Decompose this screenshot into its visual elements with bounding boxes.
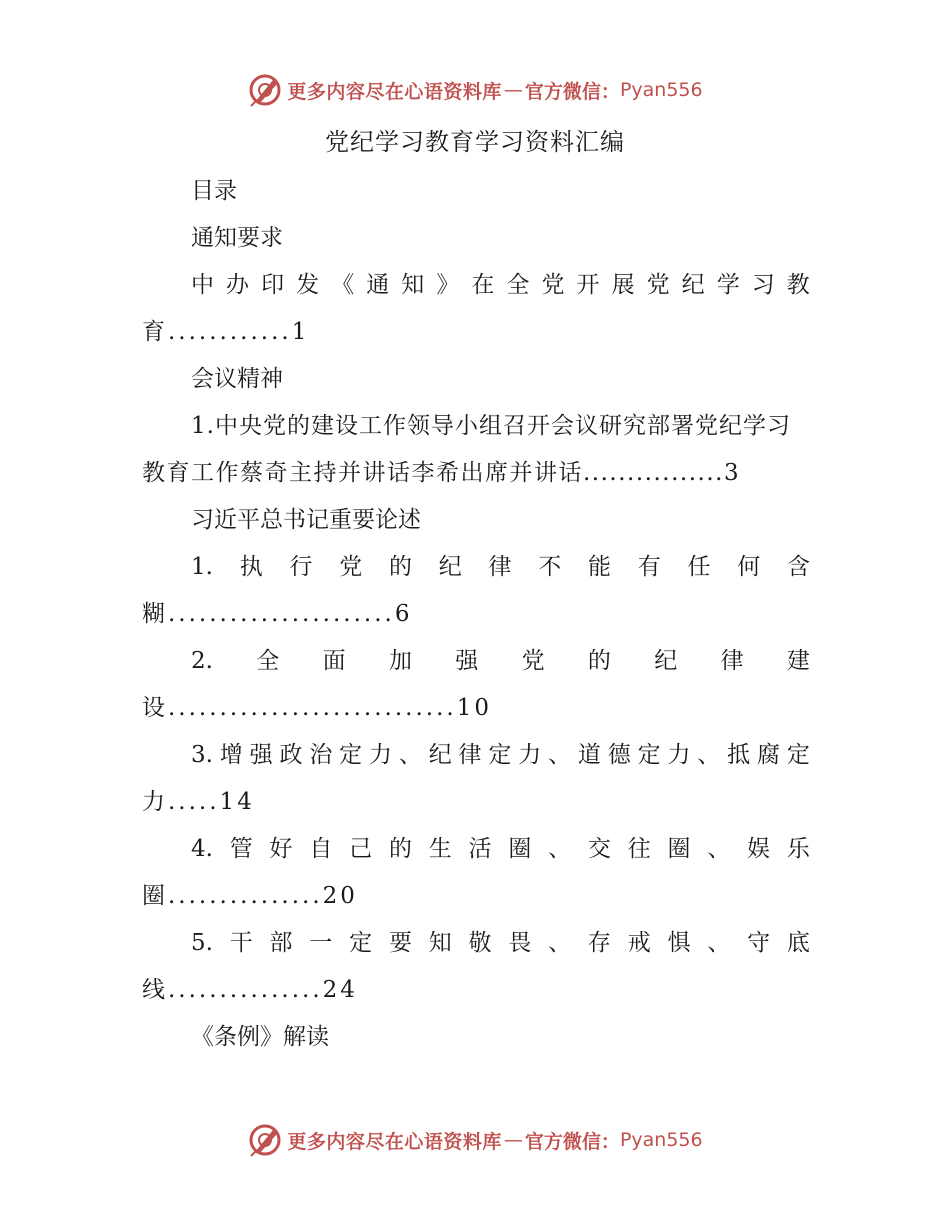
toc-char: 力 <box>369 742 393 768</box>
toc-char: 、 <box>707 930 731 956</box>
banner-separator: — <box>503 1129 523 1151</box>
toc-char: 何 <box>737 554 761 580</box>
toc-char: 强 <box>249 742 273 768</box>
toc-char: 好 <box>269 836 293 862</box>
toc-char: 中 <box>191 272 214 298</box>
toc-char: 敬 <box>468 930 492 956</box>
banner-separator: — <box>503 79 523 101</box>
toc-char: 管 <box>229 836 253 862</box>
toc-char: 活 <box>468 836 492 862</box>
toc-char: 一 <box>309 930 333 956</box>
toc-char: 定 <box>637 742 661 768</box>
toc-char: 开 <box>576 272 600 298</box>
toc-char: 2. <box>191 648 213 674</box>
toc-char: 纪 <box>428 742 452 768</box>
toc-char: 定 <box>488 742 512 768</box>
toc-char: 抵 <box>727 742 751 768</box>
toc-char: 展 <box>611 272 635 298</box>
toc-char: 圈 <box>508 836 532 862</box>
toc-char: 1. <box>191 554 213 580</box>
section-heading-notice: 通知要求 <box>191 225 283 251</box>
toc-char: 道 <box>577 742 601 768</box>
toc-char: 德 <box>607 742 631 768</box>
toc-char: 定 <box>786 742 810 768</box>
toc-char: 增 <box>219 742 243 768</box>
footer-banner <box>0 1120 950 1160</box>
toc-char: 自 <box>309 836 333 862</box>
toc-char: 律 <box>488 554 512 580</box>
toc-char: 党 <box>646 272 670 298</box>
toc-char: 任 <box>687 554 711 580</box>
banner-text: 更多内容尽在心语资料库 <box>287 80 502 103</box>
toc-char: 、 <box>707 836 731 862</box>
toc-char: 治 <box>309 742 333 768</box>
toc-entry-7-line2[interactable]: 线...............24 <box>142 977 358 1003</box>
toc-char: 定 <box>349 930 373 956</box>
toc-entry-4-line2[interactable]: 设............................10 <box>142 695 492 721</box>
toc-char: 党 <box>339 554 363 580</box>
toc-char: 圈 <box>667 836 691 862</box>
banner-wechat-id: Pyan556 <box>619 79 703 101</box>
toc-char: 交 <box>587 836 611 862</box>
toc-entry-3-line1[interactable] <box>142 544 810 591</box>
document-title: 党纪学习教育学习资料汇编 <box>325 128 625 156</box>
toc-char: 全 <box>256 648 280 674</box>
toc-entry-2-line2[interactable]: 教育工作蔡奇主持并讲话李希出席并讲话................3 <box>142 460 741 486</box>
banner-wechat-label: 官方微信： <box>524 80 620 103</box>
toc-char: 知 <box>401 272 425 298</box>
pen-logo-icon <box>247 72 283 108</box>
toc-char: 3. <box>191 742 213 768</box>
toc-char: 娱 <box>747 836 771 862</box>
header-banner <box>0 70 950 110</box>
toc-char: 加 <box>388 648 412 674</box>
toc-char: 底 <box>786 930 810 956</box>
banner-text: 更多内容尽在心语资料库 <box>287 1130 502 1153</box>
toc-char: 政 <box>279 742 303 768</box>
toc-char: 4. <box>191 836 213 862</box>
table-of-contents <box>142 168 810 1061</box>
toc-char: 纪 <box>681 272 705 298</box>
toc-char: 力 <box>667 742 691 768</box>
toc-char: 畏 <box>508 930 532 956</box>
toc-char: 律 <box>458 742 482 768</box>
toc-char: 5. <box>191 930 213 956</box>
toc-char: 执 <box>239 554 263 580</box>
toc-char: 、 <box>398 742 422 768</box>
toc-char: 的 <box>388 554 412 580</box>
toc-char: 干 <box>229 930 253 956</box>
toc-entry-4-line1[interactable] <box>142 638 810 685</box>
toc-char: 党 <box>521 648 545 674</box>
toc-entry-2-line1[interactable]: 1.中央党的建设工作领导小组召开会议研究部署党纪学习 <box>191 413 791 439</box>
toc-char: 、 <box>548 742 572 768</box>
toc-char: 、 <box>697 742 721 768</box>
toc-char: 在 <box>471 272 495 298</box>
toc-char: 有 <box>637 554 661 580</box>
pen-logo-icon <box>247 1122 283 1158</box>
toc-char: 的 <box>388 836 412 862</box>
toc-entry-3-line2[interactable]: 糊......................6 <box>142 601 413 627</box>
toc-char: 党 <box>541 272 565 298</box>
toc-char: 学 <box>716 272 740 298</box>
toc-char: 知 <box>428 930 452 956</box>
section-heading-speeches: 习近平总书记重要论述 <box>191 507 421 533</box>
toc-entry-5-line2[interactable]: 力.....14 <box>142 789 255 815</box>
toc-char: 不 <box>538 554 562 580</box>
toc-char: 乐 <box>786 836 810 862</box>
toc-char: 面 <box>322 648 346 674</box>
toc-char: 建 <box>786 648 810 674</box>
toc-char: 强 <box>455 648 479 674</box>
section-heading-meeting: 会议精神 <box>191 366 283 392</box>
toc-char: 全 <box>506 272 530 298</box>
toc-char: 发 <box>296 272 320 298</box>
toc-char: 印 <box>261 272 285 298</box>
toc-heading: 目录 <box>191 178 237 204</box>
toc-char: 己 <box>349 836 373 862</box>
toc-entry-1-line1[interactable] <box>142 262 810 309</box>
toc-char: 能 <box>587 554 611 580</box>
toc-char: 腐 <box>756 742 780 768</box>
toc-char: 往 <box>627 836 651 862</box>
toc-char: 纪 <box>438 554 462 580</box>
banner-wechat-id: Pyan556 <box>619 1129 703 1151</box>
toc-entry-7-line1[interactable] <box>142 920 810 967</box>
toc-char: 行 <box>289 554 313 580</box>
toc-char: 习 <box>751 272 775 298</box>
toc-char: 、 <box>548 930 572 956</box>
banner-wechat-label: 官方微信： <box>524 1130 620 1153</box>
toc-char: 生 <box>428 836 452 862</box>
toc-char: 、 <box>548 836 572 862</box>
toc-char: 定 <box>339 742 363 768</box>
toc-char: 存 <box>587 930 611 956</box>
toc-char: 的 <box>587 648 611 674</box>
toc-char: 含 <box>786 554 810 580</box>
toc-char: 守 <box>747 930 771 956</box>
toc-entry-6-line1[interactable] <box>142 826 810 873</box>
toc-char: 律 <box>720 648 744 674</box>
toc-char: 》 <box>436 272 460 298</box>
toc-char: 要 <box>388 930 412 956</box>
toc-char: 办 <box>226 272 250 298</box>
toc-char: 通 <box>366 272 390 298</box>
toc-char: 《 <box>331 272 355 298</box>
toc-char: 纪 <box>654 648 678 674</box>
toc-char: 部 <box>269 930 293 956</box>
toc-char: 力 <box>518 742 542 768</box>
toc-char: 惧 <box>667 930 691 956</box>
toc-char: 戒 <box>627 930 651 956</box>
toc-entry-1-line2[interactable]: 育............1 <box>142 319 310 345</box>
section-heading-regulations: 《条例》解读 <box>191 1024 329 1050</box>
toc-char: 教 <box>786 272 810 298</box>
toc-entry-5-line1[interactable] <box>142 732 810 779</box>
toc-entry-6-line2[interactable]: 圈...............20 <box>142 883 358 909</box>
